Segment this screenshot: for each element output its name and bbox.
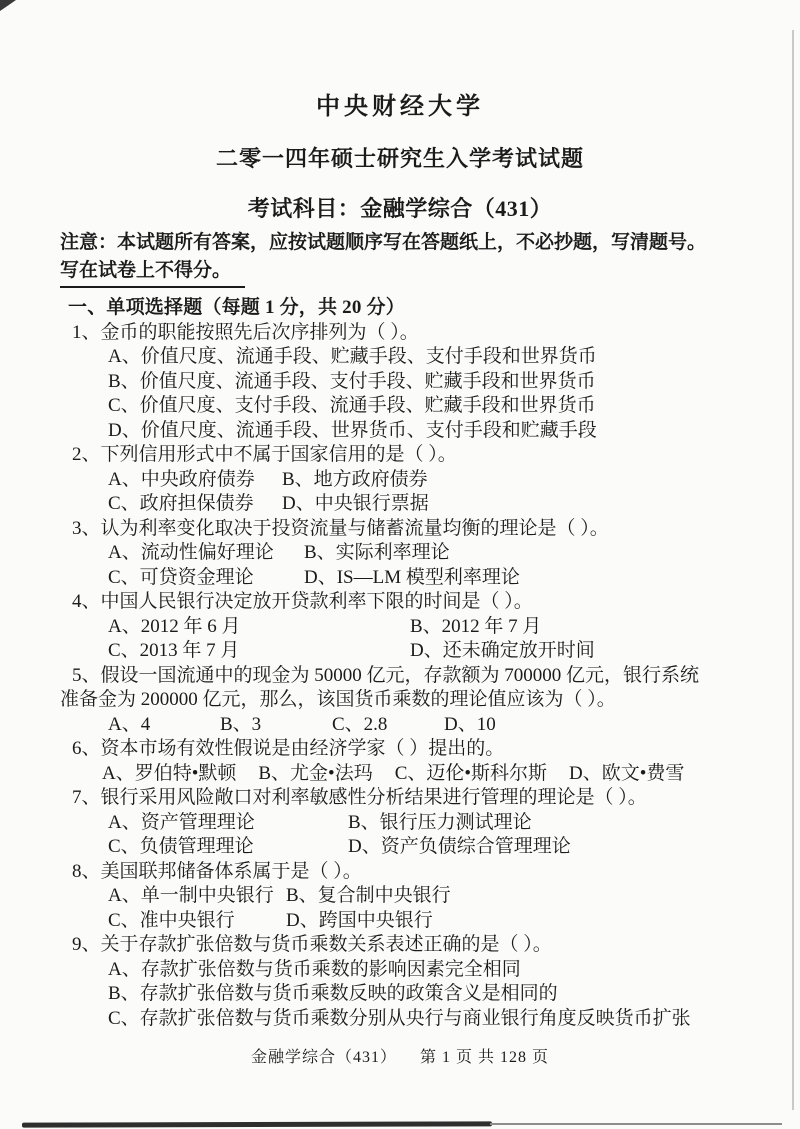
question-9-option: A、存款扩张倍数与货币乘数的影响因素完全相同 (108, 958, 521, 980)
question-4-option: D、还未确定放开时间 (410, 640, 595, 661)
question-4 (60, 590, 755, 664)
question-4-stem-line: 4、中国人民银行决定放开贷款利率下限的时间是（ ）。 (72, 591, 533, 612)
question-5-option-row (60, 713, 755, 738)
question-2-stem-line: 2、下列信用形式中不属于国家信用的是（ ）。 (72, 444, 457, 465)
question-7-option: A、资产管理理论 (108, 811, 255, 833)
question-5-option: C、2.8 (332, 713, 388, 735)
question-4-option-row (60, 639, 755, 664)
question-2-option: C、政府担保债券 (108, 493, 254, 514)
question-1-option-row (60, 394, 755, 419)
page-footer (0, 1044, 800, 1067)
question-9-option: C、存款扩张倍数与货币乘数分别从央行与商业银行角度反映货币扩张 (108, 1007, 691, 1029)
footer-subject: 金融学综合（431） (250, 1049, 397, 1066)
question-1-option-row (60, 370, 755, 395)
question-2-option-row (60, 468, 755, 493)
question-7-option-row (60, 835, 755, 860)
question-7-stem-line: 7、银行采用风险敞口对利率敏感性分析结果进行管理的理论是（ ）。 (72, 787, 647, 808)
question-1-option: A、价值尺度、流通手段、贮藏手段、支付手段和世界货币 (108, 346, 597, 367)
question-5-option: A、4 (108, 713, 151, 735)
question-4-option: A、2012 年 6 月 (108, 615, 241, 637)
question-4-option: B、2012 年 7 月 (410, 615, 542, 637)
question-7-option-row (60, 811, 755, 836)
scan-edge-bottom-dark (22, 1121, 492, 1127)
question-1-option: C、价值尺度、支付手段、流通手段、贮藏手段和世界货币 (108, 395, 596, 416)
question-3-stem-line: 3、认为利率变化取决于投资流量与储蓄流量均衡的理论是（ ）。 (72, 517, 609, 539)
notice-block (60, 229, 750, 288)
university-title: 中央财经大学 (316, 94, 484, 120)
question-5-option: D、10 (444, 713, 496, 735)
question-2-option: D、中央银行票据 (282, 493, 429, 514)
scan-corner-mark (0, 0, 16, 11)
question-8-option: C、准中央银行 (108, 909, 235, 931)
question-8-option: A、单一制中央银行 (108, 885, 274, 906)
question-3-option: C、可贷资金理论 (108, 566, 254, 588)
questions-container (60, 321, 755, 1032)
question-1-option: B、价值尺度、流通手段、支付手段、贮藏手段和世界货币 (108, 370, 596, 392)
question-6-option: D、欧文•费雪 (569, 762, 685, 784)
question-7-option: B、银行压力测试理论 (348, 811, 532, 833)
question-6-option: C、迈伦•斯科尔斯 (394, 762, 548, 784)
question-1-stem-line: 1、金币的职能按照先后次序排列为（ ）。 (72, 321, 419, 343)
question-2 (60, 443, 755, 517)
question-8 (60, 860, 755, 934)
question-body (60, 296, 755, 1031)
question-5-option: B、3 (220, 713, 262, 735)
question-7-option: C、负债管理理论 (108, 836, 254, 857)
question-3-option: B、实际利率理论 (304, 542, 450, 563)
question-9-stem-line: 9、关于存款扩张倍数与货币乘数关系表述正确的是（ ）。 (72, 934, 552, 955)
question-7-option: D、资产负债综合管理理论 (348, 836, 571, 857)
question-6-option-row (60, 762, 755, 787)
question-8-option: B、复合制中央银行 (286, 885, 451, 906)
question-8-option-row (60, 909, 755, 934)
question-3-option-row (60, 541, 755, 566)
subject-title: 考试科目：金融学综合（431） (247, 196, 553, 221)
question-4-option: C、2013 年 7 月 (108, 640, 240, 661)
question-8-stem-line: 8、美国联邦储备体系属于是（ ）。 (72, 860, 362, 882)
question-1-option: D、价值尺度、流通手段、世界货币、支付手段和贮藏手段 (108, 419, 597, 441)
question-6-stem-line: 6、资本市场有效性假说是由经济学家（ ）提出的。 (72, 738, 505, 759)
question-2-option: B、地方政府债券 (282, 468, 428, 490)
question-8-option-row (60, 884, 755, 909)
exam-title: 二零一四年硕士研究生入学考试试题 (215, 146, 584, 171)
question-2-option: A、中央政府债券 (108, 468, 255, 490)
question-3-option: D、IS—LM 模型利率理论 (304, 566, 520, 588)
question-9 (60, 933, 755, 1031)
question-9-option-row (60, 982, 755, 1007)
question-1-option-row (60, 419, 755, 444)
question-2-option-row (60, 492, 755, 517)
section-title: 一、单项选择题（每题 1 分，共 20 分） (68, 297, 405, 318)
question-8-option: D、跨国中央银行 (286, 909, 433, 931)
question-3 (60, 517, 755, 591)
question-5 (60, 664, 755, 738)
question-4-option-row (60, 615, 755, 640)
question-7 (60, 786, 755, 860)
question-5-stem-line: 准备金为 200000 亿元，那么，该国货币乘数的理论值应该为（ ）。 (60, 689, 616, 710)
question-6-option: B、尤金•法玛 (258, 762, 373, 784)
footer-page-number: 第 1 页 共 128 页 (420, 1049, 550, 1066)
question-6 (60, 737, 755, 786)
question-1 (60, 321, 755, 444)
question-5-stem-line: 5、假设一国流通中的现金为 50000 亿元，存款额为 700000 亿元，银行系统 (72, 664, 700, 686)
notice-line-1: 注意：本试题所有答案，应按试题顺序写在答题纸上，不必抄题，写清题号。 (60, 232, 707, 253)
question-9-option-row (60, 1007, 755, 1032)
question-9-option: B、存款扩张倍数与货币乘数反映的政策含义是相同的 (108, 983, 558, 1004)
notice-line-2-underlined: 写在试卷上不得分。 (60, 257, 245, 288)
scan-edge-bottom-light (490, 1123, 782, 1125)
question-1-option-row (60, 345, 755, 370)
question-9-option-row (60, 958, 755, 983)
question-6-option: A、罗伯特•默顿 (102, 762, 237, 784)
question-3-option-row (60, 566, 755, 591)
question-3-option: A、流动性偏好理论 (108, 542, 274, 563)
